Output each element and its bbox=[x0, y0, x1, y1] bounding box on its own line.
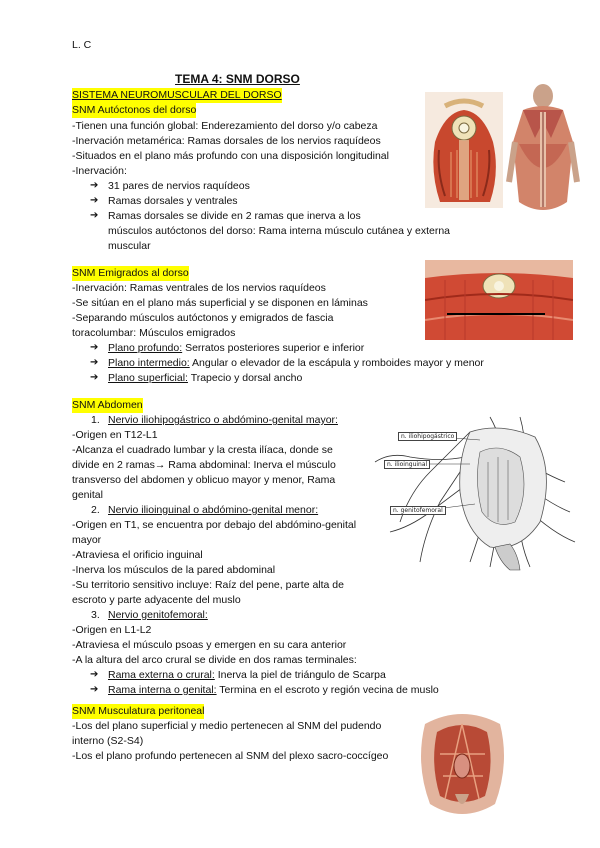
text-line: -Alcanza el cuadrado lumbar y la cresta ilíaca, donde se bbox=[72, 444, 333, 456]
text-line: -Los el plano profundo pertenecen al SNM del plexo sacro-coccígeo bbox=[72, 750, 389, 762]
author-initials: L. C bbox=[72, 39, 92, 51]
arrow-right-icon: ➔ bbox=[90, 372, 99, 383]
text-line: -Origen en T1, se encuentra por debajo del abdómino-genital bbox=[72, 519, 357, 531]
text-line: -Origen en L1-L2 bbox=[72, 624, 152, 636]
text-line: -Situados en el plano más profundo con una disposición longitudinal bbox=[72, 150, 389, 162]
spine-cross-section-figure bbox=[425, 92, 503, 208]
bullet-label: Plano intermedio: bbox=[108, 357, 190, 369]
text-line: interno (S2-S4) bbox=[72, 735, 144, 747]
bullet-body: Angular o elevador de la escápula y romboides mayor y menor bbox=[189, 357, 484, 369]
bullet-label: Rama interna o genital: bbox=[108, 684, 217, 696]
text-line: transverso del abdomen y oblicuo mayor y menor, Rama bbox=[72, 474, 336, 486]
lumbar-plexus-figure bbox=[370, 412, 580, 572]
list-number: 1. bbox=[91, 414, 100, 426]
arrow-right-icon: ➔ bbox=[90, 210, 99, 221]
arrow-right-icon: ➔ bbox=[90, 195, 99, 206]
bullet-text: muscular bbox=[108, 240, 151, 252]
text-line: -Inervación metamérica: Ramas dorsales de los nervios raquídeos bbox=[72, 135, 381, 147]
text-line: divide en 2 ramas→ Rama abdominal: Inerva el músculo bbox=[72, 459, 336, 471]
text-line: escroto y parte adyacente del muslo bbox=[72, 594, 241, 606]
figure-label: n. iliohipogástrico bbox=[398, 432, 457, 441]
list-number: 2. bbox=[91, 504, 100, 516]
page-title: TEMA 4: SNM DORSO bbox=[175, 72, 300, 86]
bullet-label: Plano superficial: bbox=[108, 372, 188, 384]
bullet-label: Plano profundo: bbox=[108, 342, 183, 354]
text-line: -Origen en T12-L1 bbox=[72, 429, 158, 441]
text-line: -Inervación: bbox=[72, 165, 127, 177]
bullet-text bbox=[108, 683, 439, 698]
figure-label: n. ilioinguinal bbox=[384, 460, 430, 469]
text-line: -Separando músculos autóctonos y emigrados de fascia bbox=[72, 312, 334, 324]
bullet-text bbox=[108, 356, 484, 371]
nerve-title: Nervio genitofemoral: bbox=[108, 609, 208, 621]
nerve-title: Nervio iliohipogástrico o abdómino-genital mayor: bbox=[108, 414, 338, 426]
bullet-text: Ramas dorsales y ventrales bbox=[108, 195, 238, 207]
section-heading-emigrados: SNM Emigrados al dorso bbox=[72, 267, 189, 279]
arrow-right-icon: ➔ bbox=[90, 669, 99, 680]
arrow-right-icon: ➔ bbox=[90, 180, 99, 191]
section-heading-peritoneal: SNM Musculatura peritoneal bbox=[72, 705, 205, 717]
bullet-body: Inerva la piel de triángulo de Scarpa bbox=[214, 669, 386, 681]
bullet-text: 31 pares de nervios raquídeos bbox=[108, 180, 250, 192]
bullet-body: Serratos posteriores superior e inferior bbox=[182, 342, 365, 354]
perineum-figure bbox=[415, 704, 510, 822]
section-heading-abdomen: SNM Abdomen bbox=[72, 399, 143, 411]
arrow-right-icon: ➔ bbox=[90, 357, 99, 368]
bullet-text: músculos autóctonos del dorso: Rama interna músculo cutánea y externa bbox=[108, 225, 451, 237]
bullet-body: Termina en el escroto y región vecina de muslo bbox=[216, 684, 439, 696]
text-line: -Su territorio sensitivo incluye: Raíz del pene, parte alta de bbox=[72, 579, 344, 591]
text-line: -Tienen una función global: Enderezamiento del dorso y/o cabeza bbox=[72, 120, 378, 132]
bullet-text bbox=[108, 371, 302, 386]
text-line: -Se sitúan en el plano más superficial y se disponen en láminas bbox=[72, 297, 368, 309]
text-line: -Atraviesa el orificio inguinal bbox=[72, 549, 203, 561]
back-muscle-section-figure bbox=[425, 260, 573, 340]
text-line: -Atraviesa el músculo psoas y emergen en su cara anterior bbox=[72, 639, 347, 651]
bullet-body: Trapecio y dorsal ancho bbox=[187, 372, 303, 384]
text-line: -Los del plano superficial y medio pertenecen al SNM del pudendo bbox=[72, 720, 382, 732]
figure-label: n. genitofemoral bbox=[390, 506, 446, 515]
bullet-text: Ramas dorsales se divide en 2 ramas que inerva a los bbox=[108, 210, 361, 222]
arrow-right-icon: ➔ bbox=[90, 684, 99, 695]
text-line: toracolumbar: Músculos emigrados bbox=[72, 327, 236, 339]
arrow-right-icon: ➔ bbox=[90, 342, 99, 353]
bullet-label: Rama externa o crural: bbox=[108, 669, 215, 681]
text-line: genital bbox=[72, 489, 103, 501]
section-heading-autoctonos: SNM Autóctonos del dorso bbox=[72, 104, 197, 116]
list-number: 3. bbox=[91, 609, 100, 621]
page-subtitle: SISTEMA NEUROMUSCULAR DEL DORSO bbox=[72, 89, 282, 101]
back-muscles-figure bbox=[505, 82, 580, 222]
text-line: -A la altura del arco crural se divide en dos ramas terminales: bbox=[72, 654, 357, 666]
text-line: mayor bbox=[72, 534, 102, 546]
bullet-text bbox=[108, 668, 386, 683]
text-line: -Inerva los músculos de la pared abdominal bbox=[72, 564, 276, 576]
bullet-text bbox=[108, 341, 364, 356]
text-line: -Inervación: Ramas ventrales de los nervios raquídeos bbox=[72, 282, 326, 294]
nerve-title: Nervio ilioinguinal o abdómino-genital menor: bbox=[108, 504, 319, 516]
